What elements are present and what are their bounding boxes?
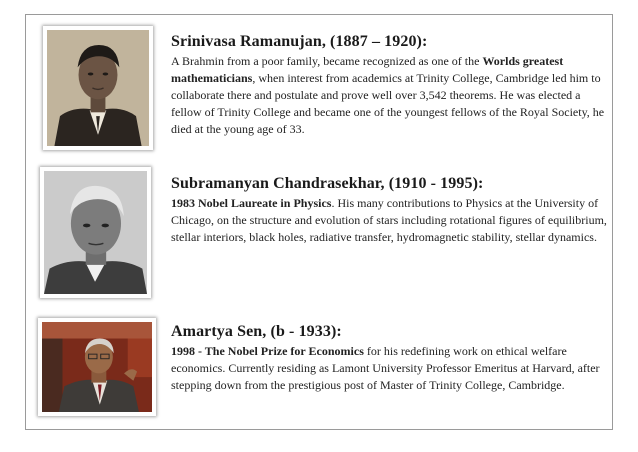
person-name: Srinivasa Ramanujan, (1887 – 1920): <box>171 33 428 50</box>
entry-ramanujan <box>171 32 607 138</box>
entry-chandrasekhar <box>171 174 607 246</box>
chandrasekhar-photo <box>40 167 151 298</box>
person-bio <box>171 53 607 138</box>
person-bio <box>171 343 607 394</box>
bio-highlight: 1998 - The Nobel Prize for Economics <box>171 344 364 358</box>
entry-amartya-sen <box>171 322 607 394</box>
bio-text: . His many contributions to Physics at the University of Chicago, on the structure and evolution of stars including rotational figures of equilibrium, stellar interiors, black holes, radiative transfer, hydromagnetic stability, stellar dynamics. <box>171 196 607 244</box>
person-name: Amartya Sen, (b - 1933): <box>171 323 342 340</box>
person-bio <box>171 195 607 246</box>
bio-text: , when interest from academics at Trinity College, Cambridge led him to collaborate there and postulate and prove well over 3,542 theorems. He was elected a fellow of Trinity College and became one of the youngest fellows of the Royal Society, he died at the young age of 33. <box>171 71 605 136</box>
bio-text: for his redefining work on ethical welfare economics. Currently residing as Lamont University Professor Emeritus at Harvard, after stepping down from the prestigious post of Master of Trinity College, Cambridge. <box>171 344 600 392</box>
bio-highlight: Worlds greatest mathematicians <box>171 54 564 85</box>
person-name: Subramanyan Chandrasekhar, (1910 - 1995): <box>171 175 484 192</box>
bio-highlight: 1983 Nobel Laureate in Physics <box>171 196 332 210</box>
bio-text: A Brahmin from a poor family, became recognized as one of the <box>171 54 483 68</box>
ramanujan-photo <box>43 26 153 150</box>
amartya-sen-photo <box>38 318 156 416</box>
